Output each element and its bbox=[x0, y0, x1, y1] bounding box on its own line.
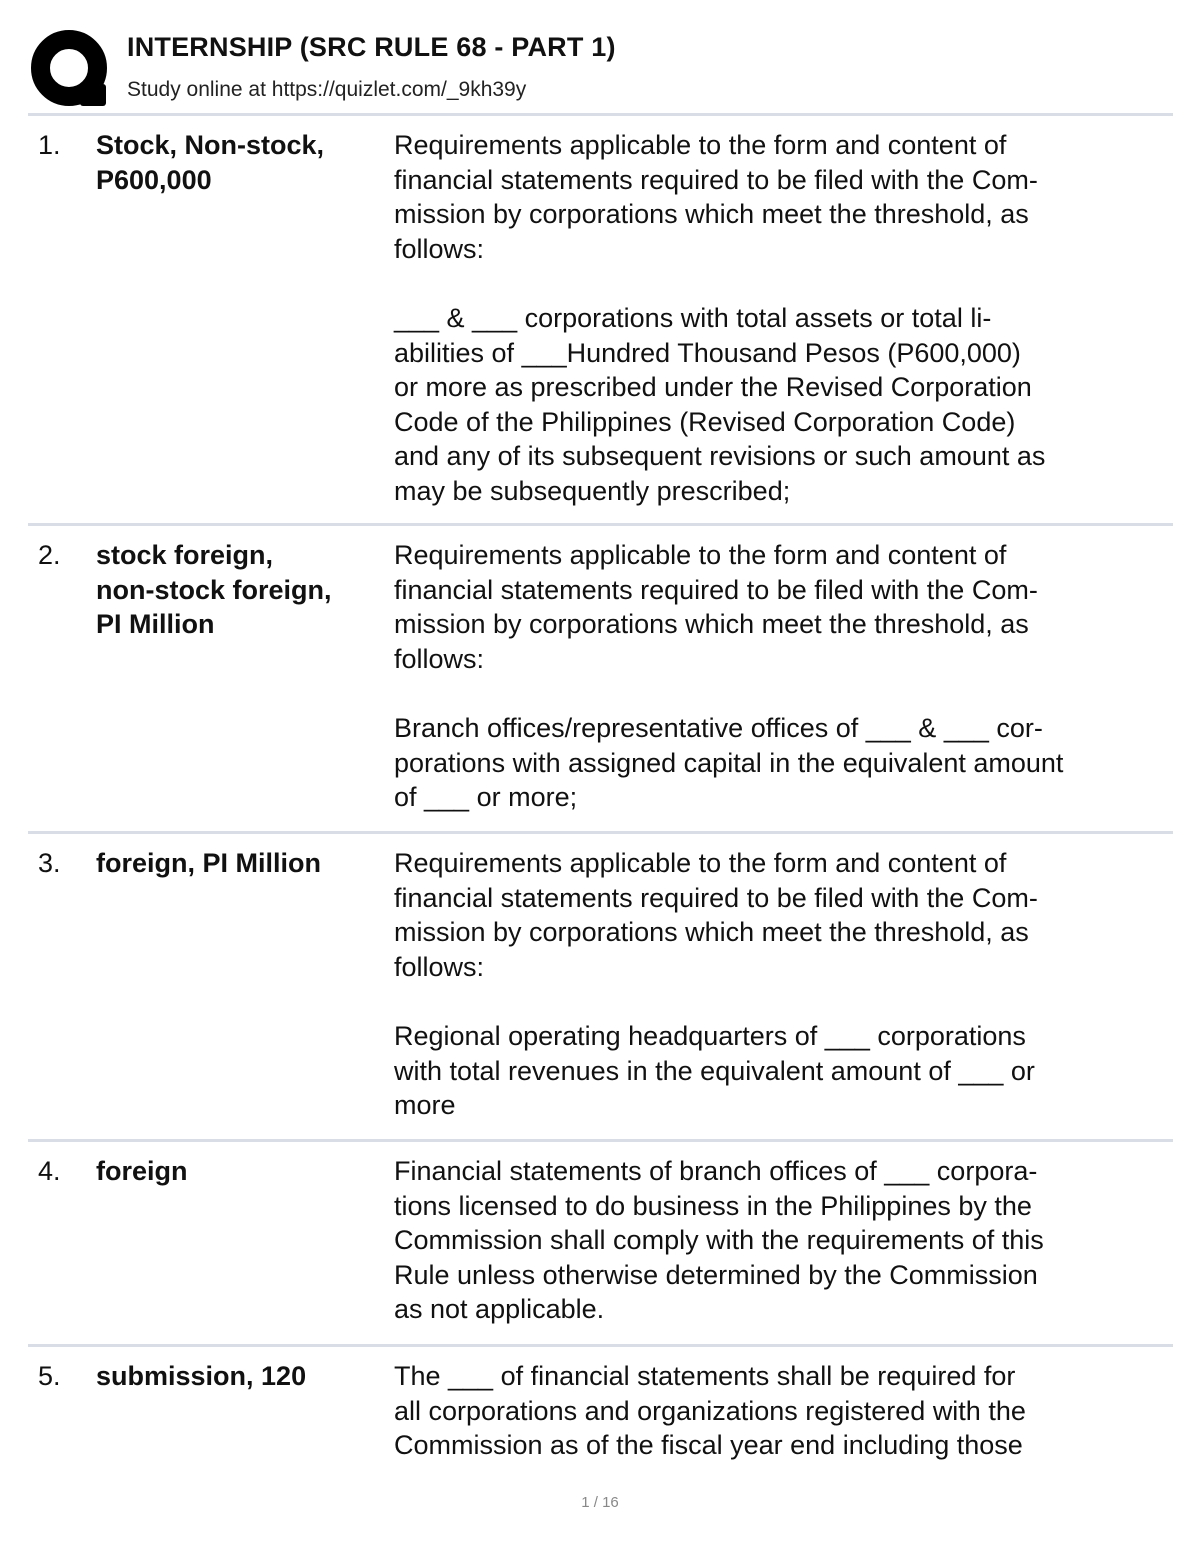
definition-line: tions licensed to do business in the Philippines by the bbox=[394, 1190, 1032, 1221]
flashcard-row bbox=[28, 1142, 1173, 1347]
definition-line: all corporations and organizations registered with the bbox=[394, 1395, 1026, 1426]
card-definition bbox=[394, 1359, 1174, 1463]
term-line: non-stock foreign, bbox=[96, 574, 332, 605]
definition-line: or more as prescribed under the Revised Corporation bbox=[394, 372, 1032, 403]
definition-line: financial statements required to be filed with the Com- bbox=[394, 882, 1038, 913]
definition-line: ___ & ___ corporations with total assets or total li- bbox=[394, 302, 992, 333]
flashcard-row bbox=[28, 116, 1173, 526]
flashcard-row bbox=[28, 1347, 1173, 1487]
term-line: submission, 120 bbox=[96, 1361, 307, 1391]
definition-line: mission by corporations which meet the threshold, as bbox=[394, 199, 1029, 230]
definition-line: Commission shall comply with the requirements of this bbox=[394, 1225, 1044, 1256]
definition-paragraph bbox=[394, 1154, 1174, 1327]
quizlet-q-logo-icon bbox=[30, 30, 110, 108]
card-number: 2. bbox=[38, 540, 61, 570]
definition-line: Requirements applicable to the form and content of bbox=[394, 130, 1007, 160]
card-term bbox=[96, 128, 381, 197]
definition-line: and any of its subsequent revisions or such amount as bbox=[394, 441, 1046, 472]
card-definition bbox=[394, 538, 1174, 815]
document-header bbox=[30, 28, 1175, 110]
card-number: 1. bbox=[38, 130, 61, 160]
term-line: foreign bbox=[96, 1156, 188, 1186]
card-definition bbox=[394, 128, 1174, 509]
card-number: 4. bbox=[38, 1156, 61, 1186]
definition-line: abilities of ___Hundred Thousand Pesos (P600,000) bbox=[394, 337, 1021, 368]
card-term bbox=[96, 1359, 381, 1394]
definition-line: The ___ of financial statements shall be required for bbox=[394, 1361, 1016, 1391]
definition-line: Code of the Philippines (Revised Corporation Code) bbox=[394, 406, 1016, 437]
card-term bbox=[96, 1154, 381, 1189]
definition-line: Requirements applicable to the form and content of bbox=[394, 848, 1007, 878]
definition-line: Branch offices/representative offices of ___ & ___ cor- bbox=[394, 712, 1043, 743]
card-number: 3. bbox=[38, 848, 61, 878]
term-line: Stock, Non-stock, bbox=[96, 130, 325, 160]
definition-line: Regional operating headquarters of ___ corporations bbox=[394, 1020, 1026, 1051]
flashcard-list bbox=[0, 116, 1200, 1487]
definition-line: follows: bbox=[394, 233, 485, 264]
definition-line: mission by corporations which meet the threshold, as bbox=[394, 609, 1029, 640]
definition-line: Rule unless otherwise determined by the Commission bbox=[394, 1259, 1038, 1290]
definition-line: follows: bbox=[394, 643, 485, 674]
definition-line: follows: bbox=[394, 951, 485, 982]
card-term bbox=[96, 846, 381, 881]
definition-line: porations with assigned capital in the equivalent amount bbox=[394, 747, 1064, 778]
definition-line: more bbox=[394, 1090, 456, 1121]
card-number: 5. bbox=[38, 1361, 61, 1391]
definition-paragraph bbox=[394, 1359, 1174, 1463]
document-title: INTERNSHIP (SRC RULE 68 - PART 1) bbox=[127, 32, 616, 62]
card-term bbox=[96, 538, 381, 642]
term-line: stock foreign, bbox=[96, 540, 274, 570]
definition-line: mission by corporations which meet the threshold, as bbox=[394, 917, 1029, 948]
term-line: foreign, PI Million bbox=[96, 848, 321, 878]
definition-line: financial statements required to be filed with the Com- bbox=[394, 574, 1038, 605]
flashcard-row bbox=[28, 834, 1173, 1142]
definition-line: Commission as of the fiscal year end including those bbox=[394, 1430, 1023, 1461]
definition-line: with total revenues in the equivalent amount of ___ or bbox=[394, 1055, 1035, 1086]
card-definition bbox=[394, 1154, 1174, 1327]
definition-paragraph bbox=[394, 711, 1174, 815]
term-line: PI Million bbox=[96, 609, 215, 640]
definition-line: financial statements required to be filed with the Com- bbox=[394, 164, 1038, 195]
definition-line: may be subsequently prescribed; bbox=[394, 475, 791, 506]
definition-paragraph bbox=[394, 846, 1174, 984]
definition-line: of ___ or more; bbox=[394, 782, 578, 813]
page-number: 1 / 16 bbox=[581, 1494, 619, 1511]
definition-paragraph bbox=[394, 1019, 1174, 1123]
definition-paragraph bbox=[394, 128, 1174, 266]
term-line: P600,000 bbox=[96, 164, 212, 195]
definition-line: Requirements applicable to the form and content of bbox=[394, 540, 1007, 570]
definition-line: Financial statements of branch offices of ___ corpora- bbox=[394, 1156, 1038, 1186]
definition-line: as not applicable. bbox=[394, 1294, 605, 1325]
definition-paragraph bbox=[394, 301, 1174, 509]
study-online-link-text: Study online at https://quizlet.com/_9kh39y bbox=[127, 78, 527, 101]
card-definition bbox=[394, 846, 1174, 1123]
definition-paragraph bbox=[394, 538, 1174, 676]
flashcard-row bbox=[28, 526, 1173, 834]
